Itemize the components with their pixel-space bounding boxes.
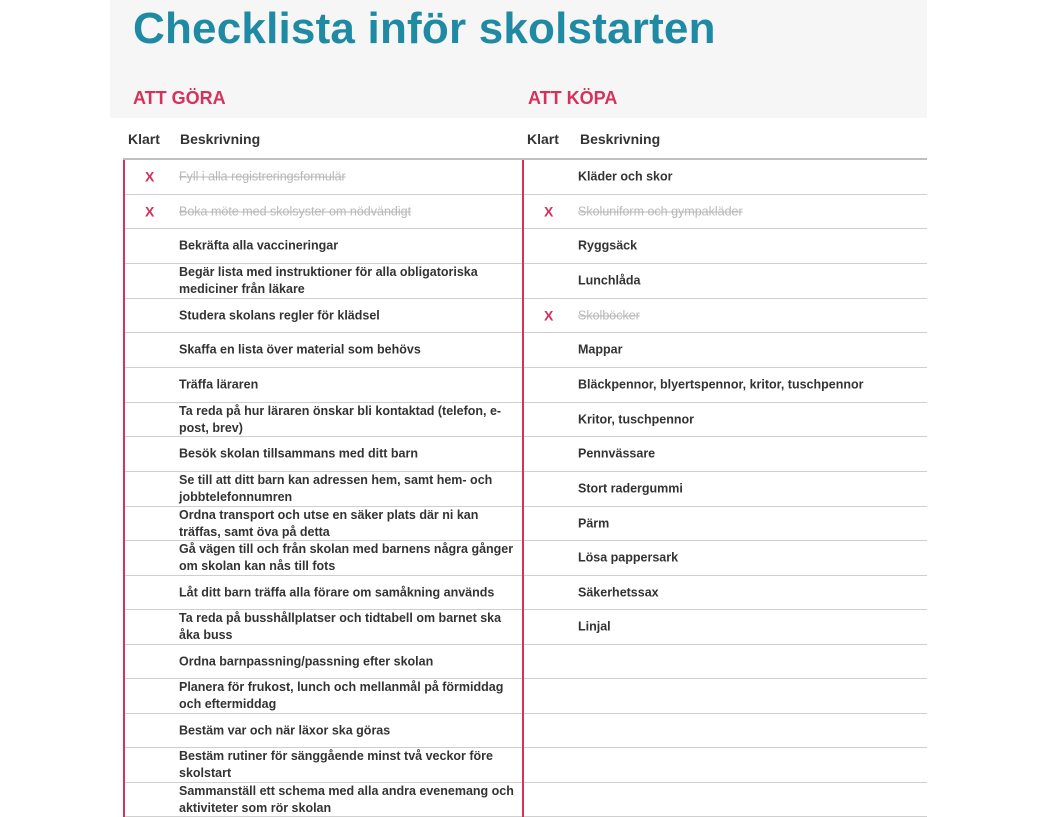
item-description: Skoluniform och gympakläder [578, 204, 743, 218]
todo-col-desc-label: Beskrivning [180, 131, 261, 147]
item-description: Pennvässare [578, 446, 656, 461]
todo-row[interactable] [125, 472, 523, 507]
todo-row[interactable] [125, 333, 523, 368]
item-description: Boka möte med skolsyster om nödvändigt [179, 204, 412, 218]
item-description: Kritor, tuschpennor [578, 412, 694, 426]
todo-table [123, 118, 523, 817]
todo-row[interactable] [125, 714, 523, 748]
item-description: Ta reda på hur läraren önskar bli kontaktad (telefon, e-post, brev) [179, 403, 502, 435]
item-description: Stort radergummi [578, 481, 683, 496]
done-mark[interactable]: X [544, 203, 554, 219]
item-description: Skaffa en lista över material som behövs [179, 342, 421, 357]
todo-row[interactable] [125, 403, 523, 437]
todo-row[interactable] [125, 299, 523, 333]
tobuy-row[interactable] [524, 610, 927, 645]
todo-rows [123, 160, 523, 817]
item-description: Kläder och skor [578, 169, 673, 184]
item-description: Fyll i alla registreringsformulär [179, 169, 346, 184]
tobuy-table [522, 118, 927, 817]
item-description: Bläckpennor, blyertspennor, kritor, tuschpennor [578, 377, 864, 392]
todo-heading: ATT GÖRA [133, 88, 226, 108]
tobuy-row[interactable] [524, 333, 927, 368]
item-description: Skolböcker [578, 308, 640, 322]
tobuy-table-header [522, 118, 927, 160]
tobuy-row[interactable] [524, 160, 927, 195]
tobuy-row[interactable] [524, 472, 927, 507]
todo-col-done-label: Klart [128, 131, 160, 147]
item-description: Ta reda på busshållplatser och tidtabell om barnet ska åka buss [179, 611, 502, 642]
item-description: Bestäm rutiner för sänggående minst två veckor före skolstart [179, 749, 493, 780]
todo-table-header [123, 118, 523, 160]
item-description: Bekräfta alla vaccineringar [179, 238, 339, 253]
tobuy-row[interactable] [524, 195, 927, 229]
todo-row[interactable] [125, 264, 523, 299]
done-mark[interactable]: X [145, 168, 155, 185]
tobuy-row[interactable] [524, 679, 927, 714]
tobuy-col-desc-label: Beskrivning [580, 131, 661, 147]
todo-row[interactable] [125, 160, 523, 195]
item-description: Bestäm var och när läxor ska göras [179, 723, 391, 737]
item-description: Planera för frukost, lunch och mellanmål på förmiddag och eftermiddag [179, 680, 504, 711]
tobuy-heading: ATT KÖPA [528, 88, 618, 108]
item-description: Linjal [578, 619, 611, 634]
tobuy-row[interactable] [524, 368, 927, 403]
item-description: Besök skolan tillsammans med ditt barn [179, 446, 418, 461]
done-mark[interactable]: X [145, 203, 155, 219]
tobuy-row[interactable] [524, 645, 927, 679]
item-description: Pärm [578, 516, 610, 530]
tobuy-row[interactable] [524, 541, 927, 576]
tobuy-row[interactable] [524, 403, 927, 437]
tobuy-rows [522, 160, 927, 817]
item-description: Låt ditt barn träffa alla förare om samåkning används [179, 585, 495, 599]
item-description: Ordna barnpassning/passning efter skolan [179, 654, 434, 668]
item-description: Sammanställ ett schema med alla andra evenemang och aktiviteter som rör skolan [179, 783, 514, 815]
tobuy-row[interactable] [524, 714, 927, 748]
item-description: Lunchlåda [578, 273, 641, 288]
tobuy-row[interactable] [524, 748, 927, 783]
todo-row[interactable] [125, 610, 523, 645]
todo-row[interactable] [125, 195, 523, 229]
tobuy-row[interactable] [524, 576, 927, 610]
item-description: Studera skolans regler för klädsel [179, 308, 380, 322]
todo-row[interactable] [125, 229, 523, 264]
tobuy-row[interactable] [524, 783, 927, 817]
todo-row[interactable] [125, 748, 523, 783]
tobuy-row[interactable] [524, 229, 927, 264]
todo-row[interactable] [125, 507, 523, 541]
todo-row[interactable] [125, 368, 523, 403]
page-title: Checklista inför skolstarten [133, 4, 716, 53]
todo-row[interactable] [125, 645, 523, 679]
todo-row[interactable] [125, 783, 523, 817]
tobuy-row[interactable] [524, 437, 927, 472]
tobuy-row[interactable] [524, 507, 927, 541]
item-description: Lösa pappersark [578, 550, 679, 565]
item-description: Mappar [578, 342, 623, 357]
item-description: Träffa läraren [179, 377, 259, 392]
todo-row[interactable] [125, 576, 523, 610]
item-description: Ryggsäck [578, 238, 638, 253]
todo-row[interactable] [125, 679, 523, 714]
item-description: Ordna transport och utse en säker plats där ni kan träffas, samt öva på detta [179, 507, 479, 539]
todo-row[interactable] [125, 437, 523, 472]
done-mark[interactable]: X [544, 307, 554, 323]
item-description: Begär lista med instruktioner för alla obligatoriska mediciner från läkare [179, 265, 478, 296]
tobuy-row[interactable] [524, 264, 927, 299]
item-description: Se till att ditt barn kan adressen hem, samt hem- och jobbtelefonnumren [179, 473, 493, 504]
tobuy-row[interactable] [524, 299, 927, 333]
checklist-sheet [110, 0, 927, 815]
todo-row[interactable] [125, 541, 523, 576]
tobuy-col-done-label: Klart [527, 131, 559, 147]
item-description: Säkerhetssax [578, 585, 659, 599]
item-description: Gå vägen till och från skolan med barnens några gånger om skolan kan nås till fots [179, 542, 514, 573]
